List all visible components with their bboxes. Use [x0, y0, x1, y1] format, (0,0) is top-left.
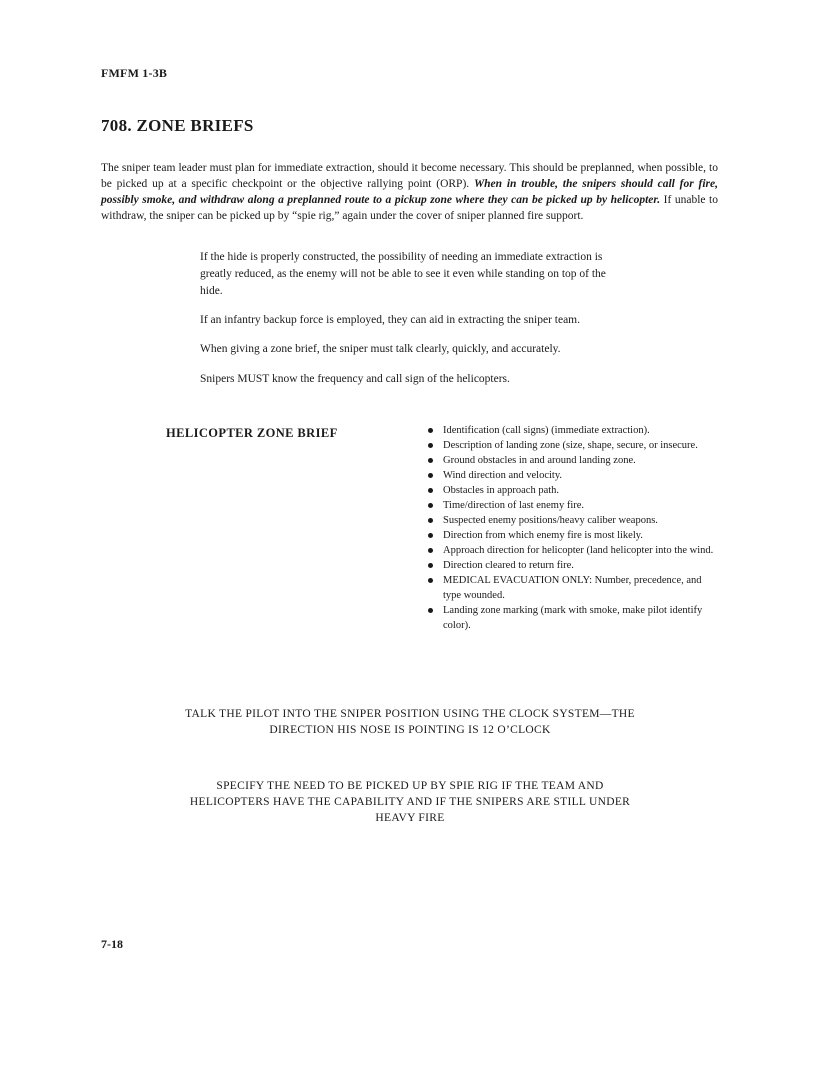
list-item: Direction from which enemy fire is most likely.: [428, 528, 720, 543]
bullet-icon: [428, 488, 433, 493]
list-item: Wind direction and velocity.: [428, 468, 720, 483]
bullet-icon: [428, 578, 433, 583]
bullet-icon: [428, 503, 433, 508]
intro-emphasis: When in trouble, the snipers should call for fire, possibly smoke, and withdraw along a preplanned route to a pickup zone where they can be picked up by helicopter.: [101, 178, 718, 206]
intro-text-2: If unable to withdraw, the sniper can be picked up by “spie rig,” again under the cover of sniper planned fire support.: [101, 194, 718, 222]
section-title: 708. ZONE BRIEFS: [101, 116, 254, 135]
list-item: Approach direction for helicopter (land helicopter into the wind.: [428, 543, 720, 558]
list-item: Time/direction of last enemy fire.: [428, 498, 720, 513]
bullet-icon: [428, 518, 433, 523]
helicopter-brief-list: [428, 423, 720, 633]
note-paragraph: If the hide is properly constructed, the possibility of needing an immediate extraction is greatly reduced, as the enemy will not be able to see it even while standing on top of the hide.: [200, 251, 606, 297]
list-item: Description of landing zone (size, shape, secure, or insecure.: [428, 438, 720, 453]
helicopter-brief-title: HELICOPTER ZONE BRIEF: [166, 426, 338, 440]
list-item: MEDICAL EVACUATION ONLY: Number, precedence, and type wounded.: [428, 573, 720, 603]
bullet-icon: [428, 563, 433, 568]
clock-system-callout: TALK THE PILOT INTO THE SNIPER POSITION USING THE CLOCK SYSTEM—THE DIRECTION HIS NOSE IS POINTING IS 12 O’CLOCK: [185, 708, 635, 736]
bullet-icon: [428, 458, 433, 463]
intro-paragraph: [101, 160, 718, 224]
list-item: Direction cleared to return fire.: [428, 558, 720, 573]
bullet-icon: [428, 533, 433, 538]
list-item: Obstacles in approach path.: [428, 483, 720, 498]
spie-rig-callout: SPECIFY THE NEED TO BE PICKED UP BY SPIE RIG IF THE TEAM AND HELICOPTERS HAVE THE CAPABILITY AND IF THE SNIPERS ARE STILL UNDER HEAVY FIRE: [189, 780, 631, 824]
bullet-icon: [428, 473, 433, 478]
list-item: Ground obstacles in and around landing zone.: [428, 453, 720, 468]
document-id: FMFM 1-3B: [101, 66, 168, 80]
note-paragraph: When giving a zone brief, the sniper must talk clearly, quickly, and accurately.: [200, 343, 561, 355]
bullet-icon: [428, 548, 433, 553]
note-paragraph: If an infantry backup force is employed, they can aid in extracting the sniper team.: [200, 314, 580, 326]
bullet-icon: [428, 443, 433, 448]
note-paragraph: Snipers MUST know the frequency and call sign of the helicopters.: [200, 373, 510, 385]
list-item: Identification (call signs) (immediate extraction).: [428, 423, 720, 438]
list-item: Suspected enemy positions/heavy caliber weapons.: [428, 513, 720, 528]
bullet-icon: [428, 428, 433, 433]
page-number: 7-18: [101, 937, 123, 951]
list-item: Landing zone marking (mark with smoke, make pilot identify color).: [428, 603, 720, 633]
intro-text-1: The sniper team leader must plan for immediate extraction, should it become necessary. This should be preplanned, when possible, to be picked up at a specific checkpoint or the objective rallying point (ORP).: [101, 162, 718, 190]
notes-block: [200, 249, 625, 388]
bullet-icon: [428, 608, 433, 613]
